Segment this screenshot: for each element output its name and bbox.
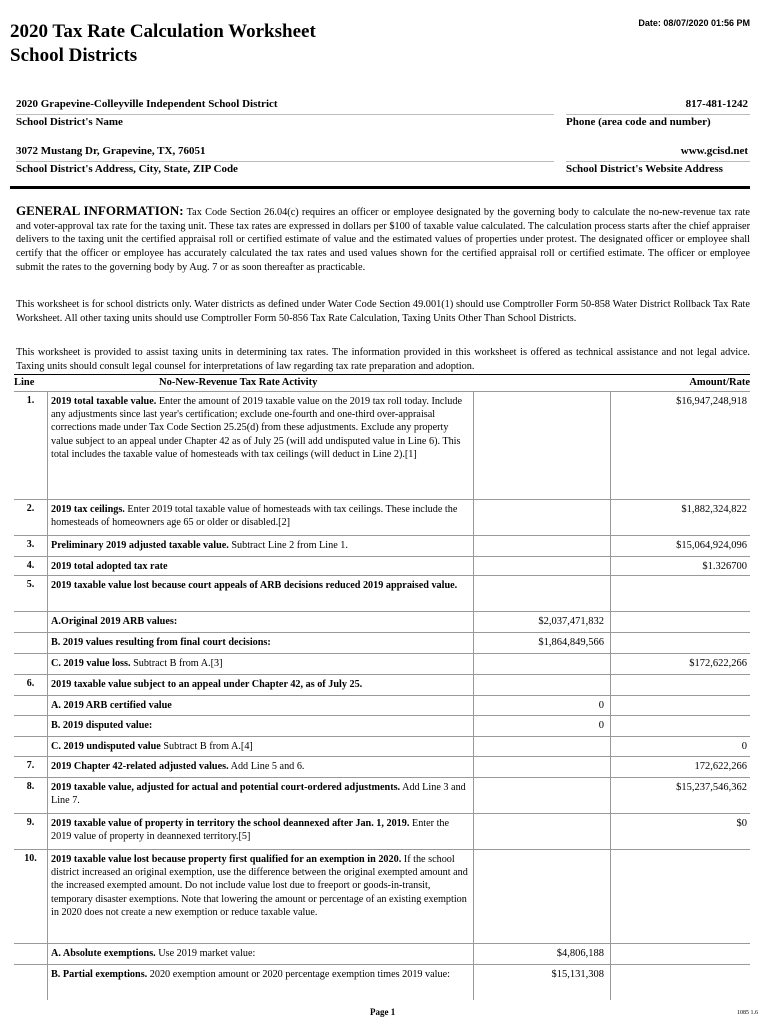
- disclaimer: This worksheet is provided to assist taxing units in determining tax rates. The information provided in this worksheet is offered as technical assistance and not legal advice. Taxing units should consult legal counsel for interpretations of law regarding tax rate preparation and adoption.: [16, 347, 750, 372]
- row-description: [48, 633, 474, 653]
- mid-cell: [474, 654, 611, 674]
- table-header: [14, 374, 750, 391]
- row-title: C. 2019 undisputed value: [51, 741, 161, 752]
- row-text: Use 2019 market value:: [155, 948, 256, 959]
- line-number: [14, 944, 48, 964]
- row-description: [48, 392, 474, 499]
- line-number: 6.: [14, 675, 48, 695]
- row-title: 2019 taxable value lost because property first qualified for an exemption in 2020.: [51, 854, 402, 865]
- district-website: www.gcisd.net: [680, 145, 748, 157]
- mid-cell: [474, 757, 611, 777]
- table-row: [14, 715, 750, 736]
- col-activity-header: No-New-Revenue Tax Rate Activity: [159, 377, 318, 388]
- row-description: [48, 576, 474, 611]
- address-label: School District's Address, City, State, ZIP Code: [16, 163, 238, 175]
- table-row: [14, 813, 750, 849]
- table-row: [14, 611, 750, 632]
- row-text: Add Line 5 and 6.: [228, 761, 305, 772]
- line-number: 10.: [14, 850, 48, 943]
- row-description: [48, 716, 474, 736]
- general-information: [16, 204, 750, 275]
- page-number: Page 1: [370, 1007, 396, 1017]
- line-number: 5.: [14, 576, 48, 611]
- row-text: Subtract B from A.[4]: [160, 741, 253, 752]
- row-description: [48, 557, 474, 575]
- mid-cell: [474, 392, 611, 499]
- row-title: A. 2019 ARB certified value: [51, 700, 172, 711]
- row-title: 2019 total taxable value.: [51, 396, 157, 407]
- mid-cell: [474, 737, 611, 756]
- page-title: [10, 20, 316, 68]
- row-description: [48, 612, 474, 632]
- amount-cell: [611, 633, 750, 653]
- line-number: [14, 965, 48, 1000]
- row-description: [48, 814, 474, 849]
- row-title: A. Absolute exemptions.: [51, 948, 156, 959]
- row-text: Enter 2019 total taxable value of homesteads with tax ceilings. These include the homesteads of homeowners age 65 or older or disabled.[2]: [51, 504, 458, 529]
- row-description: [48, 696, 474, 715]
- general-heading: GENERAL INFORMATION:: [16, 203, 184, 218]
- section-rule: [10, 186, 750, 189]
- row-title: B. 2019 values resulting from final court decisions:: [51, 637, 271, 648]
- row-description: [48, 737, 474, 756]
- table-row: [14, 736, 750, 756]
- mid-cell: $4,806,188: [474, 944, 611, 964]
- row-description: [48, 965, 474, 1000]
- worksheet-table: [14, 374, 750, 1000]
- row-title: 2019 Chapter 42-related adjusted values.: [51, 761, 229, 772]
- row-title: 2019 total adopted tax rate: [51, 561, 168, 572]
- row-text: Enter the amount of 2019 taxable value on the 2019 tax roll today. Include any adjustments since last year's certification; exclude one-fourth and one-third over-appraisal corrections made under Tax Code Section 25.25(d) from these adjustments. Exclude any property value subject to an appeal under Chapter 42 as of July 25 (will add undisputed value in Line 6). This total includes the taxable value of homesteads with tax ceilings (will deduct in Line 2).[1]: [51, 396, 462, 460]
- amount-cell: $16,947,248,918: [676, 396, 747, 407]
- divider: [566, 114, 750, 115]
- row-title: A.Original 2019 ARB values:: [51, 616, 178, 627]
- col-line-header: Line: [14, 377, 35, 388]
- row-description: [48, 944, 474, 964]
- amount-cell: [611, 965, 750, 1000]
- table-row: [14, 391, 750, 499]
- line-number: 4.: [14, 557, 48, 575]
- line-number: 7.: [14, 757, 48, 777]
- title-line-2: School Districts: [10, 45, 138, 66]
- phone-label: Phone (area code and number): [566, 116, 711, 128]
- table-row: [14, 777, 750, 813]
- row-description: [48, 757, 474, 777]
- mid-cell: [474, 675, 611, 695]
- amount-cell: $15,237,546,362: [676, 782, 747, 793]
- amount-cell: [611, 944, 750, 964]
- table-row: [14, 964, 750, 1000]
- line-number: 8.: [14, 778, 48, 813]
- mid-cell: [474, 778, 611, 813]
- amount-cell: 172,622,266: [694, 761, 747, 772]
- row-text: Enter the 2019 value of property in deannexed territory.[5]: [51, 818, 450, 843]
- amount-cell: [611, 850, 750, 943]
- row-title: 2019 taxable value of property in territory the school deannexed after Jan. 1, 2019.: [51, 818, 410, 829]
- mid-cell: 0: [474, 696, 611, 715]
- mid-cell: $2,037,471,832: [474, 612, 611, 632]
- amount-cell: [611, 576, 750, 611]
- table-row: [14, 556, 750, 575]
- title-line-1: 2020 Tax Rate Calculation Worksheet: [10, 21, 316, 42]
- amount-cell: $0: [736, 818, 747, 829]
- table-row: [14, 499, 750, 535]
- row-title: B. Partial exemptions.: [51, 969, 148, 980]
- line-number: [14, 696, 48, 715]
- row-title: B. 2019 disputed value:: [51, 720, 153, 731]
- row-title: 2019 taxable value subject to an appeal under Chapter 42, as of July 25.: [51, 679, 363, 690]
- line-number: 3.: [14, 536, 48, 556]
- table-row: [14, 535, 750, 556]
- table-row: [14, 653, 750, 674]
- row-description: [48, 500, 474, 535]
- school-only-note: This worksheet is for school districts only. Water districts as defined under Water Code Section 49.001(1) should use Comptroller Form 50-858 Water District Rollback Tax Rate Worksheet. All other taxing units should use Comptroller Form 50-856 Tax Rate Calculation, Taxing Units Other Than School Districts.: [16, 299, 750, 324]
- row-title: 2019 taxable value, adjusted for actual and potential court-ordered adjustments.: [51, 782, 401, 793]
- mid-cell: [474, 576, 611, 611]
- district-phone: 817-481-1242: [685, 98, 748, 110]
- line-number: 1.: [14, 392, 48, 499]
- mid-cell: [474, 557, 611, 575]
- row-text: Add Line 3 and Line 7.: [51, 782, 466, 807]
- row-title: Preliminary 2019 adjusted taxable value.: [51, 540, 229, 551]
- mid-cell: [474, 500, 611, 535]
- line-number: [14, 654, 48, 674]
- table-row: [14, 756, 750, 777]
- line-number: 9.: [14, 814, 48, 849]
- line-number: [14, 716, 48, 736]
- row-text: If the school district increased an original exemption, use the difference between the original exempted amount and the increased exempted amount. Do not include value lost due to freeport or goods-in-transit, temporary disaster exemptions. Note that lowering the amount or percentage of an existing exemption in 2020 does not create a new exemption or reduce taxable value.: [51, 854, 468, 918]
- mid-cell: [474, 850, 611, 943]
- row-title: 2019 tax ceilings.: [51, 504, 125, 515]
- mid-cell: $1,864,849,566: [474, 633, 611, 653]
- row-text: 2020 exemption amount or 2020 percentage exemption times 2019 value:: [147, 969, 450, 980]
- divider: [566, 161, 750, 162]
- row-description: [48, 654, 474, 674]
- district-address: 3072 Mustang Dr, Grapevine, TX, 76051: [16, 145, 206, 157]
- mid-cell: [474, 536, 611, 556]
- form-code: 1085 1.6: [737, 1010, 758, 1016]
- table-row: [14, 849, 750, 943]
- row-title: 2019 taxable value lost because court appeals of ARB decisions reduced 2019 appraised value.: [51, 580, 458, 591]
- amount-cell: 0: [741, 741, 747, 752]
- amount-cell: [611, 696, 750, 715]
- amount-cell: $1.326700: [702, 561, 747, 572]
- amount-cell: [611, 612, 750, 632]
- divider: [16, 114, 554, 115]
- amount-cell: [611, 675, 750, 695]
- line-number: [14, 737, 48, 756]
- table-row: [14, 575, 750, 611]
- row-description: [48, 778, 474, 813]
- table-row: [14, 943, 750, 964]
- mid-cell: [474, 814, 611, 849]
- line-number: [14, 612, 48, 632]
- line-number: 2.: [14, 500, 48, 535]
- row-text: Subtract B from A.[3]: [130, 658, 223, 669]
- table-row: [14, 695, 750, 715]
- row-text: Subtract Line 2 from Line 1.: [228, 540, 348, 551]
- mid-cell: 0: [474, 716, 611, 736]
- district-name-label: School District's Name: [16, 116, 123, 128]
- general-text: Tax Code Section 26.04(c) requires an officer or employee designated by the governing body to calculate the no-new-revenue tax rate and voter-approval tax rate for the taxing unit. These tax rates are expressed in dollars per $100 of taxable value calculated. The calculation process starts after the chief appraiser delivers to the taxing unit the certified appraisal roll or certified estimate of value and the estimated values of properties under protest. The designated officer or employee shall certify that the officer or employee has accurately calculated the tax rates and used values shown for the certified appraisal roll or certified estimate. The officer or employee submit the rates to the governing body by Aug. 7 or as soon thereafter as practicable.: [16, 207, 750, 273]
- col-amount-header: Amount/Rate: [689, 377, 750, 388]
- mid-cell: $15,131,308: [474, 965, 611, 1000]
- row-title: C. 2019 value loss.: [51, 658, 131, 669]
- row-description: [48, 675, 474, 695]
- table-row: [14, 632, 750, 653]
- table-row: [14, 674, 750, 695]
- amount-cell: [611, 716, 750, 736]
- row-description: [48, 536, 474, 556]
- amount-cell: $1,882,324,822: [681, 504, 747, 515]
- divider: [16, 161, 554, 162]
- date-stamp: Date: 08/07/2020 01:56 PM: [638, 18, 750, 28]
- website-label: School District's Website Address: [566, 163, 723, 175]
- amount-cell: $172,622,266: [689, 658, 747, 669]
- amount-cell: $15,064,924,096: [676, 540, 747, 551]
- district-name: 2020 Grapevine-Colleyville Independent School District: [16, 98, 278, 110]
- line-number: [14, 633, 48, 653]
- row-description: [48, 850, 474, 943]
